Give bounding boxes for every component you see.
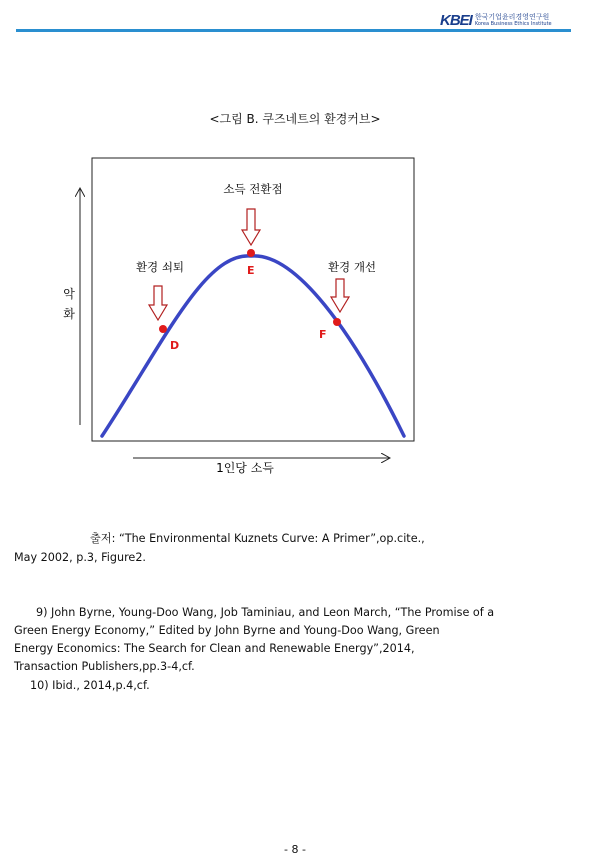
point-e-marker [247,249,255,257]
source-line-2: May 2002, p.3, Figure2. [14,551,146,564]
point-f-marker [333,318,341,326]
logo-english-name: Korea Business Ethics Institute [474,20,552,27]
annotation-degradation: 환경 쇠퇴 [135,260,185,274]
annotation-turning-point: 소득 전환점 [223,182,283,196]
kuznets-curve [102,256,404,436]
down-arrow-icon [331,279,349,312]
logo-korean-name: 한국기업윤리경영연구원 [474,12,550,21]
source-line-1: 출저: “The Environmental Kuznets Curve: A Primer”,op.cite., [90,532,425,545]
footnote-9-line-2: Green Energy Economy,” Edited by John Byrne and Young-Doo Wang, Green [14,624,440,637]
page-number: - 8 - [284,843,306,856]
footnote-10: 10) Ibid., 2014,p.4,cf. [30,679,150,692]
footnote-9-line-3: Energy Economics: The Search for Clean and Renewable Energy”,2014, [14,642,415,655]
down-arrow-icon [149,286,167,320]
x-axis-label: 1인당 소득 [216,461,274,475]
y-axis-label-1: 악 [63,287,75,301]
footnote-9-line-4: Transaction Publishers,pp.3-4,cf. [14,660,195,673]
point-f-label: F [319,328,327,341]
y-axis-label-2: 화 [63,307,75,321]
figure-title: <그림 B. 쿠즈네트의 환경커브> [209,112,381,126]
plot-frame [92,158,414,441]
point-d-marker [159,325,167,333]
down-arrow-icon [242,209,260,245]
footnote-9-line-1: 9) John Byrne, Young-Doo Wang, Job Taminiau, and Leon March, “The Promise of a [36,606,495,619]
point-e-label: E [247,264,255,277]
logo-mark: KBEI [440,12,472,29]
annotation-improvement: 환경 개선 [327,260,377,274]
point-d-label: D [170,339,180,352]
